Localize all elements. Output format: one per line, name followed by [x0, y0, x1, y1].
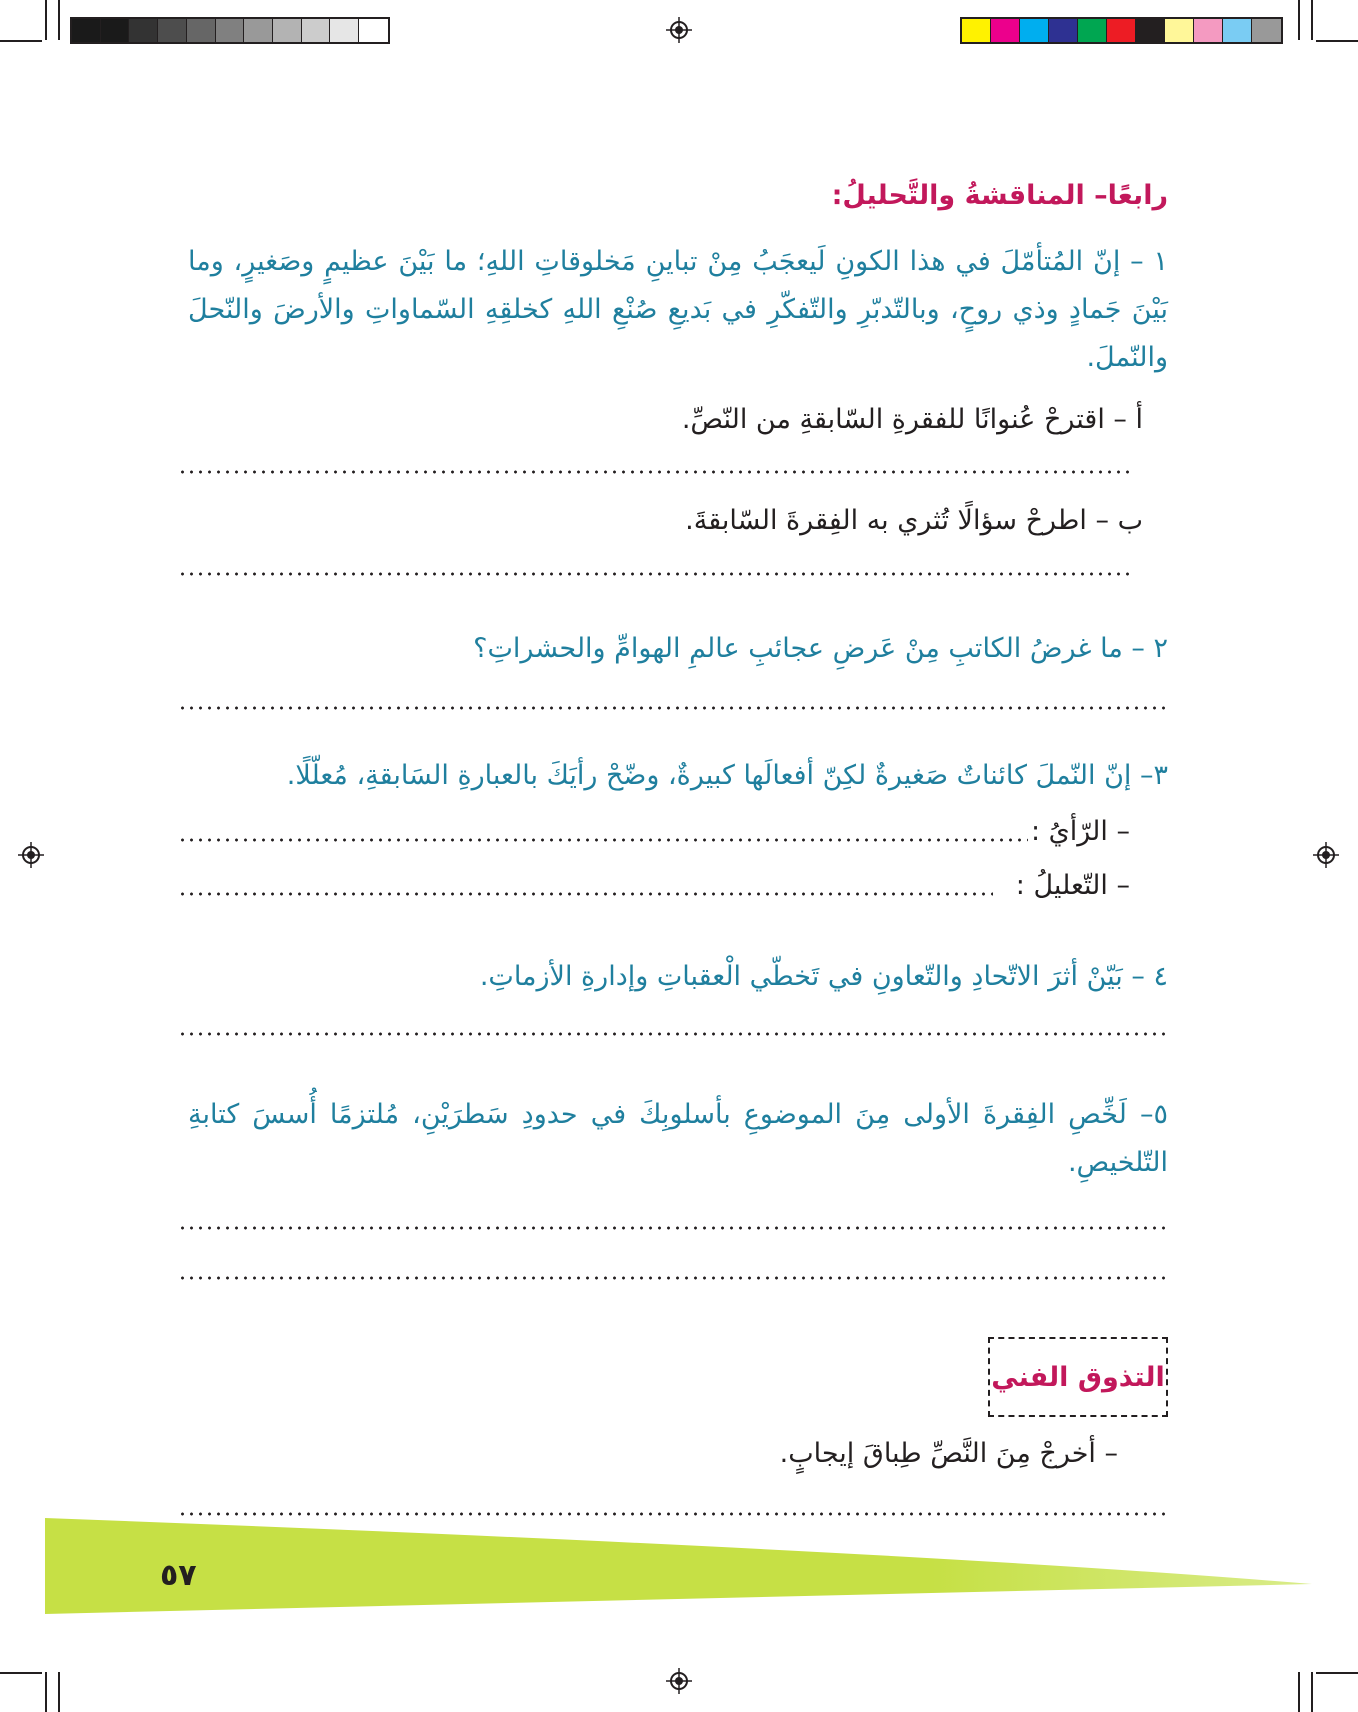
color-swatch: [302, 19, 331, 42]
reason-label: – التّعليلُ :: [1015, 870, 1130, 901]
answer-line-5b[interactable]: [178, 1276, 1168, 1280]
color-swatch: [1107, 19, 1136, 42]
question-2-text: ٢ – ما غرضُ الكاتبِ مِنْ عَرضِ عجائبِ عالمِ الهوامِّ والحشراتِ؟: [473, 633, 1168, 664]
color-swatch: [1078, 19, 1107, 42]
crop-mark: [0, 1672, 42, 1674]
crop-mark: [58, 1672, 60, 1712]
registration-mark-icon: [1313, 842, 1339, 868]
answer-line-4[interactable]: [178, 1032, 1168, 1036]
artistic-question: – أخرجْ مِنَ النَّصِّ طِباقَ إيجابٍ.: [779, 1438, 1118, 1469]
color-swatch: [1194, 19, 1223, 42]
answer-line-reason[interactable]: [178, 892, 993, 896]
color-swatch: [359, 19, 388, 42]
color-swatch: [962, 19, 991, 42]
artistic-taste-title: التذوق الفني: [991, 1361, 1165, 1393]
color-swatch: [187, 19, 216, 42]
crop-mark: [0, 40, 42, 42]
color-swatch: [129, 19, 158, 42]
crop-mark: [1298, 1672, 1300, 1712]
grayscale-bar: [70, 17, 390, 44]
crop-mark: [58, 0, 60, 40]
color-swatch: [1165, 19, 1194, 42]
color-swatch: [244, 19, 273, 42]
answer-line-5a[interactable]: [178, 1226, 1168, 1230]
color-swatch: [991, 19, 1020, 42]
registration-mark-icon: [18, 842, 44, 868]
color-swatch: [330, 19, 359, 42]
artistic-taste-box: [988, 1337, 1168, 1417]
question-4-text: ٤ – بَيّنْ أثرَ الاتّحادِ والتّعاونِ في تَخطّي الْعقباتِ وإدارةِ الأزماتِ.: [479, 961, 1168, 992]
color-swatch: [1223, 19, 1252, 42]
question-3-text: ٣– إنّ النّملَ كائناتٌ صَغيرةٌ لكِنّ أفعالَها كبيرةٌ، وضّحْ رأيَكَ بالعبارةِ السَابقةِ، مُعلّلًا.: [286, 760, 1168, 791]
crop-mark: [45, 0, 47, 40]
answer-line-opinion[interactable]: [178, 838, 1028, 842]
footer-band: [0, 1510, 1358, 1650]
question-5-text: ٥– لَخِّصِ الفِقرةَ الأولى مِنَ الموضوعِ بأسلوبِكَ في حدودِ سَطرَيْنِ، مُلتزمًا أُسسَ كتابةِ التّلخيصِ.: [188, 1099, 1168, 1178]
color-swatch: [1136, 19, 1165, 42]
color-swatch: [216, 19, 245, 42]
crop-mark: [1311, 1672, 1313, 1712]
color-swatch: [158, 19, 187, 42]
color-swatch: [101, 19, 130, 42]
page-number: ٥٧: [160, 1558, 197, 1593]
question-1b: ب – اطرحْ سؤالًا تُثري به الفِقرةَ السّابقةَ.: [685, 505, 1143, 536]
crop-mark: [1316, 40, 1358, 42]
section-heading: رابعًا– المناقشةُ والتَّحليلُ:: [831, 180, 1168, 211]
answer-line-2[interactable]: [178, 706, 1168, 710]
answer-line-1b[interactable]: [178, 572, 1133, 576]
color-swatch: [1252, 19, 1281, 42]
question-1-text: ١ – إنّ المُتأمّلَ في هذا الكونِ لَيعجَبُ مِنْ تباينِ مَخلوقاتِ اللهِ؛ ما بَيْنَ عظيمٍ وصَغيرٍ، وما بَيْنَ جَمادٍ وذي روحٍ، وبالتّدبّرِ والتّفكّرِ في بَديعِ صُنْعِ اللهِ كخلقِهِ السّماواتِ والأرضَ والنّحلَ والنّملَ.: [188, 246, 1168, 373]
crop-mark: [1311, 0, 1313, 40]
crop-mark: [1316, 1672, 1358, 1674]
color-swatch: [1049, 19, 1078, 42]
registration-mark-icon: [666, 1668, 692, 1694]
crop-mark: [1298, 0, 1300, 40]
color-swatch: [273, 19, 302, 42]
registration-mark-icon: [666, 17, 692, 43]
crop-mark: [45, 1672, 47, 1712]
color-swatch: [1020, 19, 1049, 42]
answer-line-1a[interactable]: [178, 470, 1133, 474]
opinion-label: – الرّأيُ :: [1030, 816, 1130, 847]
color-bar: [960, 17, 1283, 44]
color-swatch: [72, 19, 101, 42]
question-1a: أ – اقترحْ عُنوانًا للفقرةِ السّابقةِ من النّصِّ.: [681, 404, 1143, 435]
